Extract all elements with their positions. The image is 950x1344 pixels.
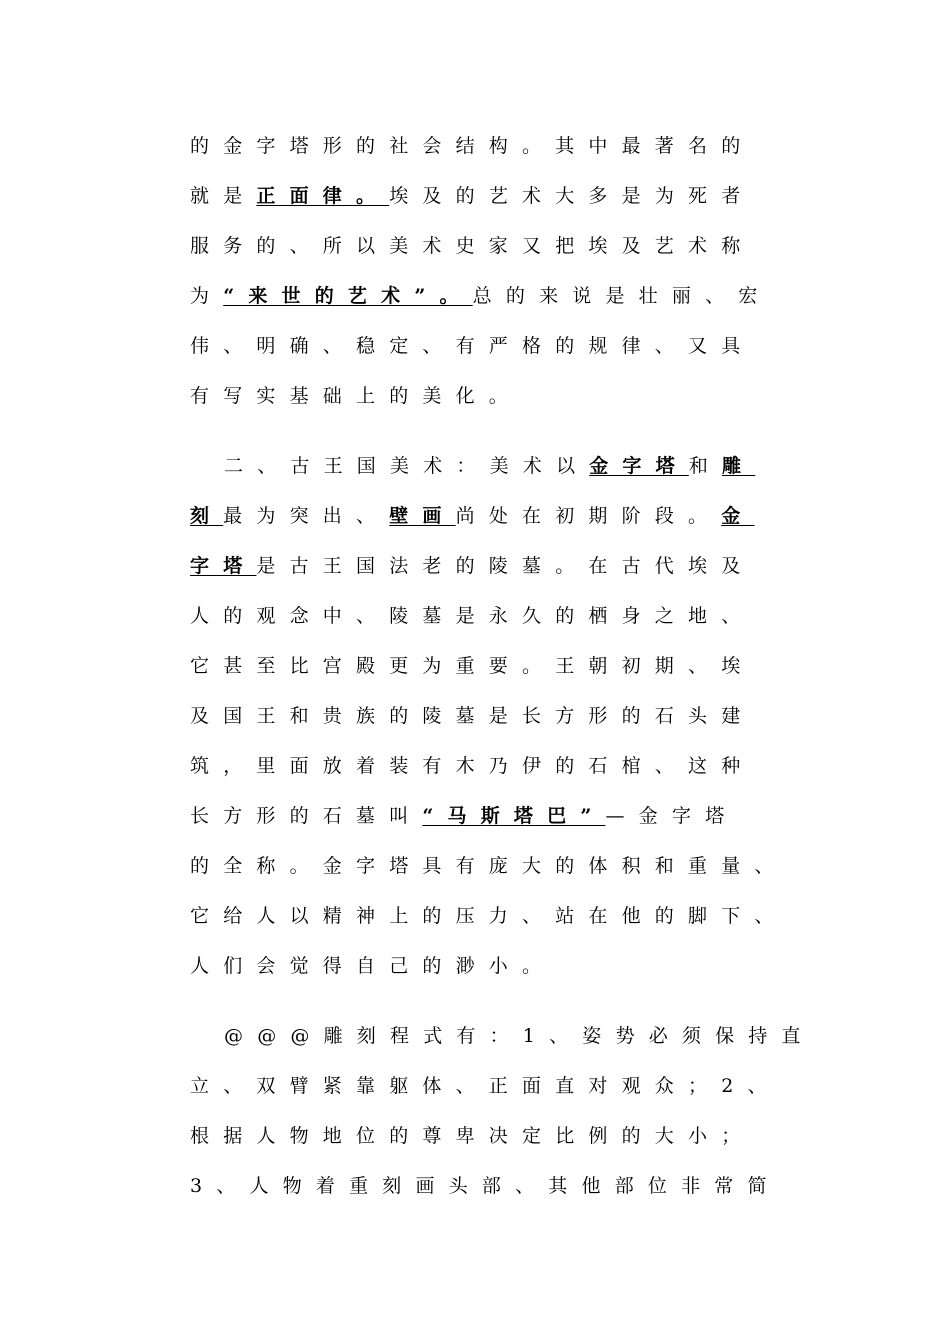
term-pyramid-part1: 金	[721, 505, 755, 527]
text-segment: 是古王国法老的陵墓。在古代埃及	[256, 555, 755, 577]
text-line: 的全称。金字塔具有庞大的体积和重量、	[190, 855, 788, 877]
term-pyramid: 金字塔	[589, 455, 689, 477]
text-line: 它给人以精神上的压力、站在他的脚下、	[190, 905, 788, 927]
text-segment: 和	[688, 455, 723, 477]
text-line: 有写实基础上的美化。	[190, 385, 523, 407]
text-line: 人们会觉得自己的渺小。	[190, 955, 556, 977]
term-laishi-art: “来世的艺术”。	[223, 285, 473, 307]
text-line: 及国王和贵族的陵墓是长方形的石头建	[190, 705, 755, 727]
term-carving-part2: 刻	[190, 505, 224, 527]
term-carving-part1: 雕	[722, 455, 756, 477]
term-pyramid-part2: 字塔	[190, 555, 257, 577]
text-line	[190, 283, 771, 309]
text-line: 伟、明确、稳定、有严格的规律、又具	[190, 335, 755, 357]
text-segment: 埃及的艺术大多是为死者	[389, 185, 755, 207]
text-line: 筑，里面放着装有木乃伊的石棺、这种	[190, 755, 755, 777]
term-zhengmianlv: 正面律。	[256, 185, 390, 207]
text-line: 3、人物着重刻画头部、其他部位非常简	[190, 1175, 781, 1197]
term-mastaba: “马斯塔巴”	[422, 805, 606, 827]
text-line	[172, 553, 754, 579]
text-segment: 长方形的石墓叫	[190, 805, 423, 827]
text-segment: 总的来说是壮丽、宏	[472, 285, 772, 307]
text-line: 立、双臂紧靠躯体、正面直对观众；2、	[190, 1075, 781, 1097]
text-segment: 二、古王国美术：美术以	[224, 455, 590, 477]
text-line: 的金字塔形的社会结构。其中最著名的	[190, 135, 755, 157]
text-line: 它甚至比宫殿更为重要。王朝初期、埃	[190, 655, 755, 677]
text-segment: 尚处在初期阶段。	[455, 505, 722, 527]
text-line	[190, 183, 754, 209]
text-line	[172, 503, 754, 529]
text-line: 根据人物地位的尊卑决定比例的大小；	[190, 1125, 755, 1147]
text-line: 服务的、所以美术史家又把埃及艺术称	[190, 235, 755, 257]
term-mural: 壁画	[389, 505, 456, 527]
text-line: 人的观念中、陵墓是永久的栖身之地、	[190, 605, 755, 627]
text-line	[190, 803, 738, 829]
text-segment: —金字塔	[605, 805, 739, 827]
text-segment: 就是	[190, 185, 257, 207]
text-line: @@@雕刻程式有：1、姿势必须保持直	[224, 1025, 815, 1047]
text-segment: 为	[190, 285, 224, 307]
text-line	[224, 453, 755, 479]
text-segment: 最为突出、	[223, 505, 390, 527]
